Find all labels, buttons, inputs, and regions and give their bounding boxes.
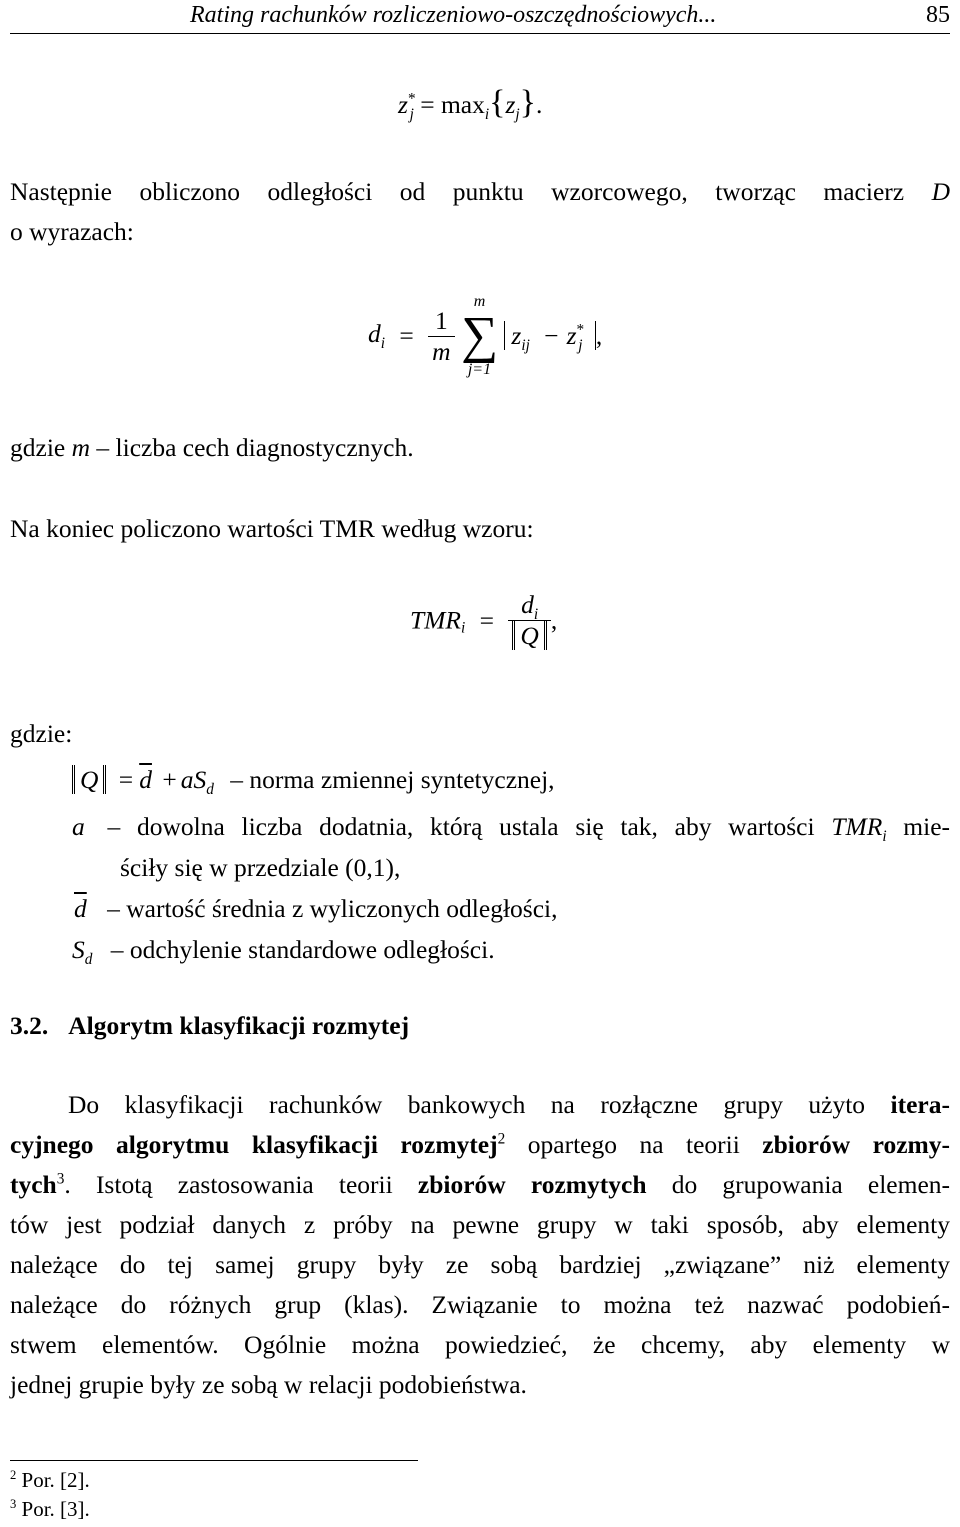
fraction-di-over-normq: $\frac{d_i}{Q}$ [508, 590, 550, 651]
footnote-rule [10, 1460, 418, 1461]
body-line-8: jednej grupie były ze sobą w relacji podobieństwa. [10, 1370, 527, 1399]
para-distance-line2: o wyrazach: [10, 217, 134, 246]
body-line-3: tych$^3$. Istotą zastosowania teorii zbiorów rozmytych do grupowania elemen- [10, 1170, 951, 1199]
def-dbar: $\overline{d}$ – wartość średnia z wyliczonych odległości, [74, 894, 558, 923]
equation-di: $d_i$ = $\frac{1}{m}$ m ∑ j=1 $z_{ij} - z^*_j$ , [368, 293, 603, 378]
section-heading: 3.2. Algorytm klasyfikacji rozmytej [10, 1011, 410, 1040]
page-number: 85 [926, 2, 950, 28]
para-distance-line1: Następnie obliczono odległości od punktu wzorcowego, tworząc macierz D [10, 177, 950, 206]
def-norm-q: $Q = \overline{d} + aS_d$ – norma zmiennej syntetycznej, [72, 765, 555, 795]
body-line-7: stwem elementów. Ogólnie można powiedzieć, że chcemy, aby elementy w [10, 1330, 950, 1359]
body-line-6: należące do różnych grup (klas). Związanie to można też nazwać podobień- [10, 1290, 950, 1319]
body-line-4: tów jest podział danych z próby na pewne grupy w taki sposób, aby elementy [10, 1210, 950, 1239]
equation-zstar: $z^*_j = \max_i\{z_j\}$. [398, 84, 543, 124]
running-header [10, 0, 950, 34]
defs-heading: gdzie: [10, 719, 73, 748]
where-m: gdzie m – liczba cech diagnostycznych. [10, 433, 414, 462]
footnote-3: $^3$ Por. [3]. [10, 1497, 90, 1521]
def-a-line2: ściły się w przedziale (0,1), [120, 853, 401, 882]
body-line-1: Do klasyfikacji rachunków bankowych na rozłączne grupy użyto itera- [68, 1090, 950, 1119]
def-sd: $S_d$ – odchylenie standardowe odległości. [72, 935, 495, 969]
absolute-value: $z_{ij} - z^*_j$ [504, 321, 595, 350]
header-title: Rating rachunków rozliczeniowo-oszczędnościowych... [190, 2, 717, 28]
body-line-2: cyjnego algorytmu klasyfikacji rozmytej$^2$ opartego na teorii zbiorów rozmy- [10, 1130, 950, 1159]
para-tmr: Na koniec policzono wartości TMR według wzoru: [10, 514, 534, 543]
equation-tmr: $TMR_i$ = $\frac{d_i}{Q}$ , [410, 590, 558, 650]
body-line-5: należące do tej samej grupy były ze sobą bardziej „związane” niż elementy [10, 1250, 950, 1279]
sum-symbol: m ∑ j=1 [460, 293, 499, 378]
footnote-2: $^2$ Por. [2]. [10, 1468, 90, 1492]
def-a-line1: a – dowolna liczba dodatnia, którą ustala się tak, aby wartości $TMR_i$ mie- [72, 812, 951, 846]
fraction-1-over-m: $\frac{1}{m}$ [428, 306, 454, 367]
